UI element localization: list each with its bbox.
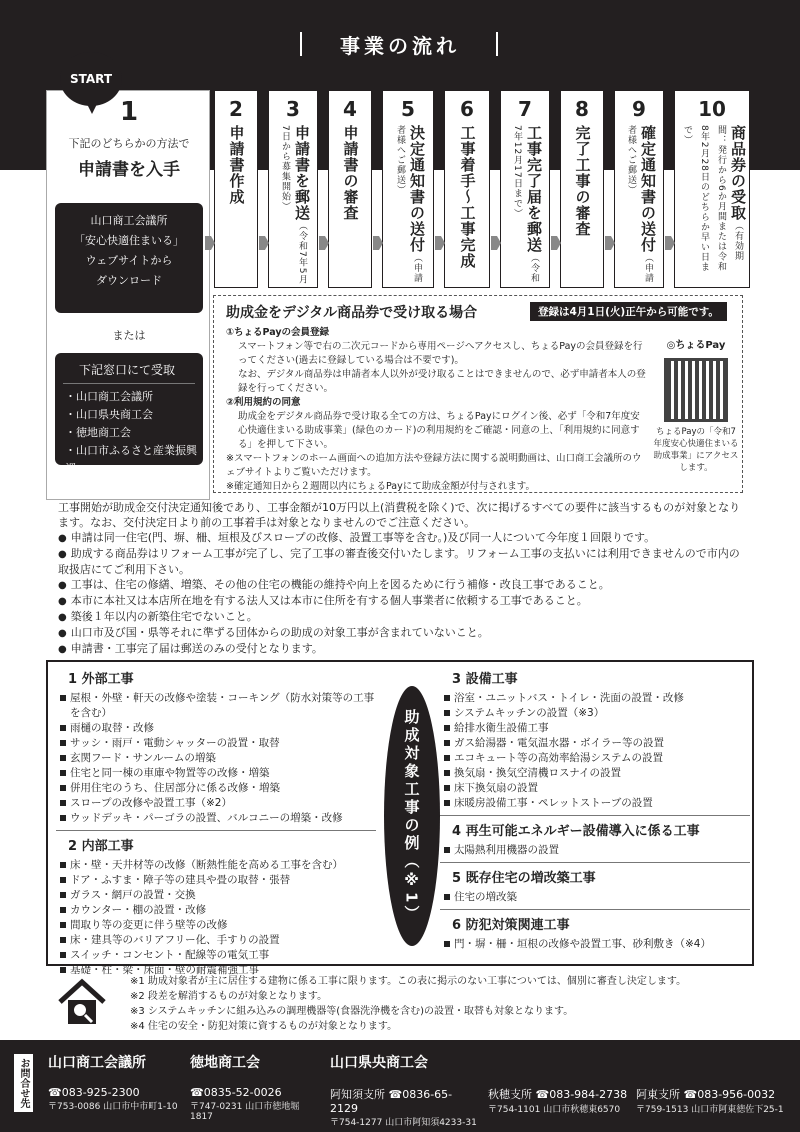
step-card	[560, 90, 604, 288]
list-item: 床下換気扇の設置	[440, 781, 750, 796]
step-number: 8	[575, 97, 589, 121]
branch-address: 〒754-1101 山口市秋穂東6570	[488, 1105, 621, 1115]
list-item: 併用住宅のうち、住居部分に係る改修・増築	[56, 781, 376, 796]
step-number: 9	[632, 97, 646, 121]
conditions-intro: 工事開始が助成金交付決定通知後であり、工事金額が10万円以上(消費税を除く)で、次に掲げるすべての要件に該当するものが対象となります。なお、交付決定日より前の工事着手は対象となりませんのでご注意ください。	[58, 501, 741, 529]
org-address: 〒753-0086 山口市中市町1-10	[48, 1102, 178, 1112]
step-label-text: 商品券の受取	[729, 125, 747, 221]
digital-note: ※確定通知日から２週間以内にちょるPayにて助成金額が付与されます。	[226, 481, 535, 492]
list-item: システムキッチンの設置（※3）	[440, 706, 750, 721]
org-phone[interactable]: ☎083-925-2300	[48, 1086, 140, 1099]
step-label	[276, 125, 310, 287]
counter-item: ・山口市ふるさと産業振興課	[65, 444, 197, 475]
digital-voucher-box	[213, 295, 743, 493]
step-number: 6	[460, 97, 474, 121]
branch	[330, 1086, 480, 1128]
download-line: 「安心快適住まいる」	[74, 234, 184, 247]
contact-org-kenou	[330, 1052, 790, 1128]
qr-block	[652, 340, 740, 474]
step-label-text: 確定通知書の送付	[639, 125, 657, 253]
examples-right	[440, 666, 750, 952]
step-number: 5	[401, 97, 415, 121]
org-name: 山口県央商工会	[330, 1055, 428, 1071]
digital-step-2: ②利用規約の同意	[226, 397, 301, 408]
contact-label: お問合せ先	[14, 1054, 33, 1112]
divider	[440, 815, 750, 816]
registration-badge: 登録は4月1日(火)正午から可能です。	[530, 302, 727, 321]
list-item: 床・建具等のバリアフリー化、手すりの設置	[56, 933, 376, 948]
contact-footer	[0, 1040, 800, 1132]
list-item: 玄関フード・サンルームの増築	[56, 751, 376, 766]
step-card	[382, 90, 434, 288]
examples-left	[56, 666, 376, 978]
branch	[488, 1086, 628, 1128]
list-item: ドア・ふすま・障子等の建具や畳の取替・張替	[56, 873, 376, 888]
condition-item: ● 本市に本社又は本店所在地を有する法人又は本市に住所を有する個人事業者に依頼する工事であること。	[58, 593, 748, 609]
condition-item: ● 申請書・工事完了届は郵送のみの受付となります。	[58, 641, 748, 657]
branch-address: 〒759-1513 山口市阿東徳佐下25-1	[636, 1105, 784, 1115]
step-1-card	[46, 90, 210, 500]
step-sub: （申請者様へご郵送）	[626, 125, 653, 283]
step-card	[444, 90, 490, 288]
condition-item: ● 工事は、住宅の修繕、増築、その他の住宅の機能の維持や向上を図るために行う補修・改良工事であること。	[58, 577, 748, 593]
step-card	[268, 90, 318, 288]
section-title: 6 防犯対策関連工事	[452, 918, 570, 933]
branch-address: 〒754-1277 山口市阿知須4233-31	[330, 1118, 477, 1128]
counter-item: ・山口県央商工会	[65, 408, 153, 421]
section-title: 3 設備工事	[452, 672, 518, 687]
counter-box	[55, 353, 203, 475]
list-item: サッシ・雨戸・電動シャッターの設置・取替	[56, 736, 376, 751]
branch	[636, 1086, 786, 1128]
list-item: 床・壁・天井材等の改修（断熱性能を高める工事を含む）	[56, 858, 376, 873]
step-label: 申請書の審査	[341, 125, 360, 221]
page-title: 事業の流れ	[340, 34, 460, 58]
branch-phone[interactable]: 秋穂支所 ☎083-984-2738	[488, 1088, 628, 1101]
list-item: 雨樋の取替・改修	[56, 721, 376, 736]
step-sub: （令和7年12月17日まで）	[512, 125, 539, 283]
org-name: 徳地商工会	[190, 1055, 260, 1071]
step-card	[214, 90, 258, 288]
section-title: 1 外部工事	[68, 672, 134, 687]
condition-item: ● 築後１年以内の新築住宅でないこと。	[58, 609, 748, 625]
or-label: または	[112, 329, 146, 342]
counter-title: 下記窓口にて受取	[63, 353, 195, 384]
divider	[440, 862, 750, 863]
step-label-text: 決定通知書の送付	[408, 125, 426, 253]
step-card	[674, 90, 750, 288]
step-1-heading: 申請書を入手	[78, 160, 180, 180]
section-title: 2 内部工事	[68, 839, 134, 854]
list-item: 門・塀・柵・垣根の改修や設置工事、砂利敷き（※4）	[440, 937, 750, 952]
list-item: ガス給湯器・電気温水器・ボイラー等の設置	[440, 736, 750, 751]
step-label: 工事着手〜工事完成	[458, 125, 477, 269]
counter-item: ・山口商工会議所	[65, 390, 153, 403]
digital-text: なお、デジタル商品券は申請者本人以外が受け取ることはできませんので、必ず申請者本人の登録を行ってください。	[238, 369, 646, 394]
list-item: 基礎・柱・梁・床面・壁の耐震補強工事	[56, 963, 376, 978]
org-phone[interactable]: ☎0835-52-0026	[190, 1086, 282, 1099]
chorupay-logo: ◎ちょるPay	[666, 340, 726, 351]
step-number: 10	[698, 97, 726, 121]
step-sub: （有効期間：発行から6か月間または令和8年2月28日のどちらか早い日まで）	[682, 125, 743, 272]
step-label-text: 申請書を郵送	[293, 125, 311, 221]
contact-org	[48, 1052, 178, 1112]
examples-oval-label: 助成対象工事の例（※1）	[402, 708, 421, 924]
step-card	[614, 90, 664, 288]
step-1-instruction: 下記のどちらかの方法で	[68, 137, 190, 150]
list-item: 浴室・ユニットバス・トイレ・洗面の設置・改修	[440, 691, 750, 706]
footnote: ※4 住宅の安全・防犯対策に資するものが対象となります。	[130, 1021, 398, 1032]
list-item: 換気扇・換気空清機ロスナイの設置	[440, 766, 750, 781]
step-label	[678, 125, 746, 275]
step-card	[328, 90, 372, 288]
divider	[56, 830, 376, 831]
footnote: ※3 システムキッチンに組み込みの調理機器等(食器洗浄機を含む)の設置・取替も対象となります。	[130, 1006, 574, 1017]
list-item: 間取り等の変更に伴う壁等の改修	[56, 918, 376, 933]
examples-box	[46, 660, 754, 976]
contact-org	[190, 1052, 320, 1122]
step-number: 2	[229, 97, 243, 121]
footnotes	[130, 974, 750, 1034]
step-number: 7	[518, 97, 532, 121]
digital-note: ※スマートフォンのホーム画面への追加方法や登録方法に関する説明動画は、山口商工会議所のウェブサイトよりご覧いただけます。	[226, 453, 642, 478]
section-title: 5 既存住宅の増改築工事	[452, 871, 596, 886]
branch-list	[330, 1086, 790, 1128]
download-line: 山口商工会議所	[90, 214, 168, 227]
list-item: 床暖房設備工事・ペレットストーブの設置	[440, 796, 750, 811]
section-title: 4 再生可能エネルギー設備導入に係る工事	[452, 824, 700, 839]
digital-title: 助成金をデジタル商品券で受け取る場合	[226, 305, 478, 321]
counter-item: ・徳地商工会	[65, 426, 131, 439]
digital-text: スマートフォン等で右の二次元コードから専用ページへアクセスし、ちょるPayの会員登録を行ってください(過去に登録している場合は不要です)。	[238, 341, 643, 366]
list-item: ウッドデッキ・パーゴラの設置、バルコニーの増築・改修	[56, 811, 376, 826]
list-item: エコキュート等の高効率給湯システムの設置	[440, 751, 750, 766]
step-label	[622, 125, 656, 287]
org-address: 〒747-0231 山口市徳地堀1817	[190, 1102, 300, 1122]
step-sub: （申請者様へご郵送）	[395, 125, 422, 283]
list-item: 住宅と同一棟の車庫や物置等の改修・増築	[56, 766, 376, 781]
step-label	[508, 125, 542, 287]
list-item: 太陽熱利用機器の設置	[440, 843, 750, 858]
conditions	[58, 500, 748, 657]
step-label: 申請書作成	[227, 125, 246, 205]
qr-caption: ちょるPayの「令和7年度安心快適住まいる助成事業」にアクセスします。	[653, 427, 739, 473]
branch-phone[interactable]: 阿東支所 ☎083-956-0032	[636, 1088, 776, 1101]
step-number: 3	[286, 97, 300, 121]
step-label-text: 工事完了届を郵送	[525, 125, 543, 253]
step-card	[500, 90, 550, 288]
branch-phone[interactable]: 阿知須支所 ☎0836-65-2129	[330, 1088, 453, 1115]
house-search-icon	[56, 978, 108, 1028]
divider	[440, 909, 750, 910]
step-number: 1	[119, 97, 139, 127]
step-label	[391, 125, 425, 287]
condition-item: ● 山口市及び国・県等それに準ずる団体からの助成の対象工事が含まれていないこと。	[58, 625, 748, 641]
download-line: ダウンロード	[96, 274, 162, 287]
examples-oval	[384, 686, 440, 946]
step-sub: （令和7年5月7日から募集開始）	[280, 125, 307, 285]
qr-code-icon[interactable]	[664, 358, 728, 422]
list-item: スロープの改修や設置工事（※2）	[56, 796, 376, 811]
list-item: カウンター・棚の設置・改修	[56, 903, 376, 918]
list-item: 給排水衛生設備工事	[440, 721, 750, 736]
start-badge: START	[60, 52, 122, 106]
org-name: 山口商工会議所	[48, 1055, 146, 1071]
download-line: ウェブサイトから	[85, 254, 173, 267]
list-item: スイッチ・コンセント・配線等の電気工事	[56, 948, 376, 963]
footnote: ※2 段差を解消するものが対象となります。	[130, 991, 328, 1002]
condition-item: ● 申請は同一住宅(門、塀、柵、垣根及びスロープの改修、設置工事等を含む。)及び同一人について今年度１回限りです。	[58, 530, 748, 546]
list-item: 住宅の増改築	[440, 890, 750, 905]
list-item: 屋根・外壁・軒天の改修や塗装・コーキング（防水対策等の工事を含む）	[56, 691, 376, 721]
step-label: 完了工事の審査	[573, 125, 592, 237]
list-item: ガラス・網戸の設置・交換	[56, 888, 376, 903]
step-number: 4	[343, 97, 357, 121]
digital-text: 助成金をデジタル商品券で受け取る全ての方は、ちょるPayにログイン後、必ず「令和7年度安心快適住まいる助成事業」(緑色のカード)の利用規約をご確認・同意の上、「利用規約に同意する」を押して下さい。	[238, 411, 640, 450]
digital-body	[226, 326, 646, 494]
footnote: ※1 助成対象者が主に居住する建物に係る工事に限ります。この表に掲示のない工事については、個別に審査し決定します。	[130, 976, 687, 987]
condition-item: ● 助成する商品券はリフォーム工事が完了し、完了工事の審査後交付いたします。リフォーム工事の支払いには利用できませんので市内の取扱店にてご利用下さい。	[58, 546, 748, 577]
download-box	[55, 203, 203, 313]
digital-step-1: ①ちょるPayの会員登録	[226, 327, 330, 338]
